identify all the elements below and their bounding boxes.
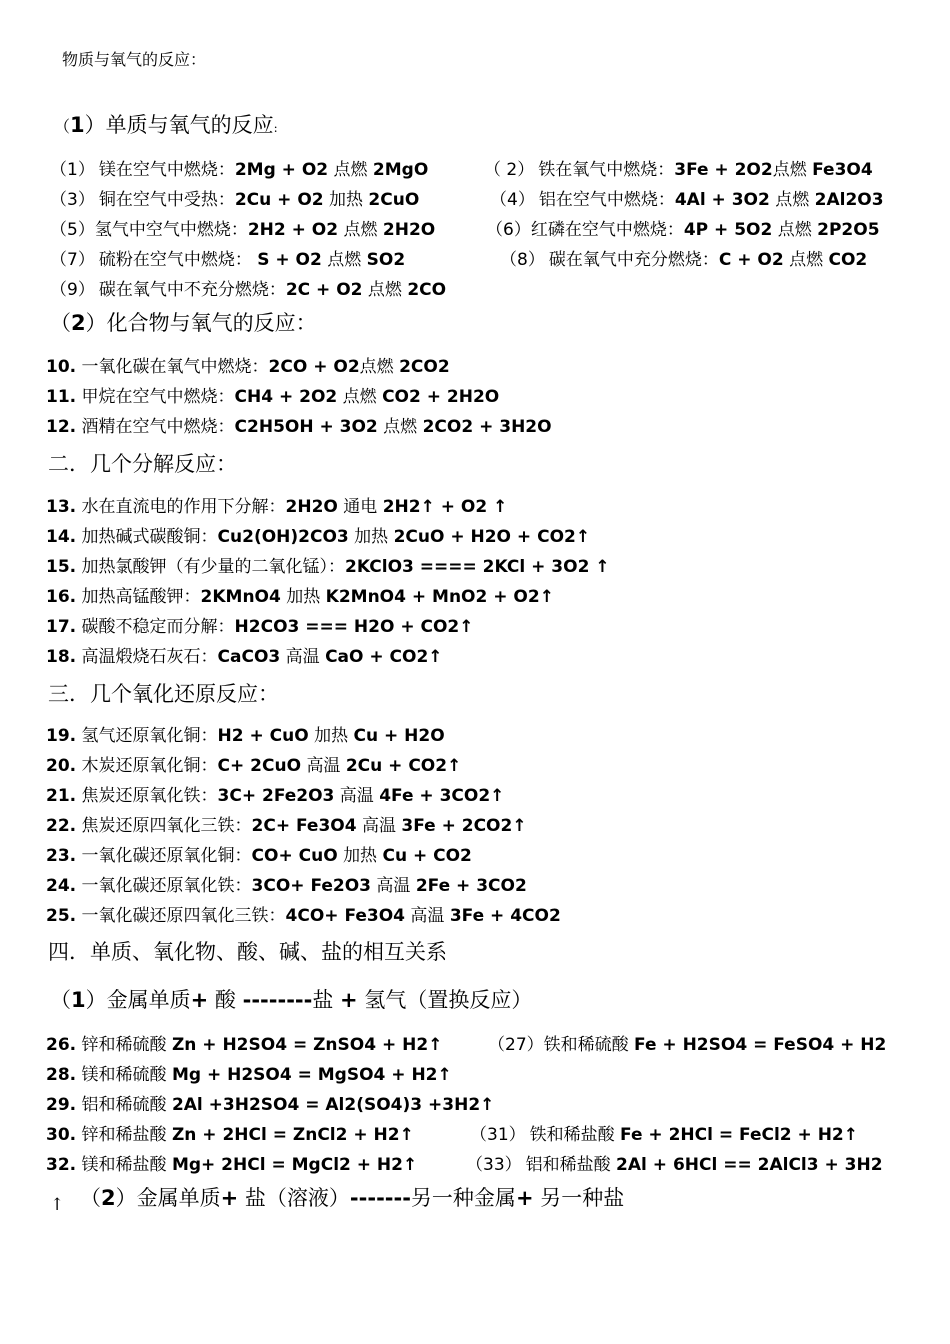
item-description: 铁和稀硫酸 bbox=[543, 1035, 629, 1055]
item-description: 铜在空气中受热： bbox=[98, 190, 235, 210]
equation-row bbox=[46, 758, 461, 775]
item-number: 14. bbox=[46, 527, 77, 547]
item-description: 焦炭还原四氧化三铁： bbox=[81, 816, 252, 836]
heading-plus: + bbox=[220, 1186, 239, 1210]
item-number: 29. bbox=[46, 1095, 77, 1115]
equation-row bbox=[466, 1157, 883, 1174]
item-number: （5） bbox=[50, 220, 95, 240]
condition: 加热 bbox=[343, 846, 378, 866]
item-description: 一氧化碳还原四氧化三铁： bbox=[81, 906, 286, 926]
equation-lhs: S + O2 bbox=[257, 250, 322, 270]
equation-row bbox=[50, 222, 435, 239]
heading-text: 酸 bbox=[214, 988, 236, 1012]
equation-row bbox=[486, 222, 880, 239]
equation-row bbox=[46, 1037, 442, 1054]
item-number: 24. bbox=[46, 876, 77, 896]
item-description: 一氧化碳在氧气中燃烧： bbox=[81, 357, 269, 377]
subsection-2-heading bbox=[80, 1188, 624, 1209]
item-number: （33） bbox=[466, 1155, 522, 1175]
item-description: 加热碱式碳酸铜： bbox=[81, 527, 218, 547]
equation-row bbox=[46, 1127, 414, 1144]
equation-lhs: C + O2 bbox=[718, 250, 784, 270]
heading-number: 1 bbox=[70, 113, 85, 137]
equation-row bbox=[50, 252, 405, 269]
item-description: 碳在氧气中不充分燃烧： bbox=[98, 280, 286, 300]
heading-number: 1 bbox=[71, 988, 86, 1012]
equation-row bbox=[46, 818, 527, 835]
equation-row bbox=[484, 162, 873, 179]
heading-text: 盐（溶液） bbox=[244, 1186, 350, 1210]
condition: 高温 bbox=[339, 786, 374, 806]
section-relations-heading: 四．单质、氧化物、酸、碱、盐的相互关系 bbox=[48, 940, 447, 964]
item-description: 铝在空气中燃烧： bbox=[538, 190, 675, 210]
heading-plus: + bbox=[190, 988, 209, 1012]
condition: 高温 bbox=[410, 906, 445, 926]
item-description: 铝和稀盐酸 bbox=[525, 1155, 611, 1175]
equation-lhs: 4P + 5O2 bbox=[683, 220, 773, 240]
arrow-continuation: ↑ bbox=[50, 1195, 65, 1215]
condition: 高温 bbox=[285, 647, 320, 667]
equation-rhs: 3Fe + 2CO2↑ bbox=[401, 816, 527, 836]
equation-rhs: 2MgO bbox=[372, 160, 429, 180]
equation-lhs: 2CO + O2 bbox=[268, 357, 360, 377]
item-description: 加热氯酸钾（有少量的二氧化锰）： bbox=[81, 557, 346, 577]
item-description: 水在直流电的作用下分解： bbox=[81, 497, 286, 517]
equation-row bbox=[46, 529, 590, 546]
condition: 高温 bbox=[376, 876, 411, 896]
equation-rhs: 2CO2 bbox=[399, 357, 450, 377]
equation-row bbox=[46, 848, 472, 865]
condition: 加热 bbox=[286, 587, 321, 607]
heading-dot: : bbox=[273, 121, 278, 135]
document-title: 物质与氧气的反应： bbox=[62, 50, 207, 69]
condition: 点燃 bbox=[333, 160, 368, 180]
item-number: 28. bbox=[46, 1065, 77, 1085]
item-number: 25. bbox=[46, 906, 77, 926]
equation-lhs: Cu2(OH)2CO3 bbox=[217, 527, 349, 547]
item-number: （3） bbox=[50, 190, 95, 210]
equation-lhs: 2Cu + O2 bbox=[234, 190, 324, 210]
condition: 加热 bbox=[329, 190, 364, 210]
heading-text: 氢气（置换反应） bbox=[364, 988, 533, 1012]
equation-row bbox=[50, 162, 428, 179]
equation-lhs: 3CO+ Fe2O3 bbox=[251, 876, 372, 896]
item-description: 一氧化碳还原氧化铜： bbox=[81, 846, 252, 866]
equation-row bbox=[46, 589, 554, 606]
equation-row bbox=[46, 1157, 417, 1174]
item-description: 锌和稀盐酸 bbox=[81, 1125, 167, 1145]
item-number: （4） bbox=[490, 190, 535, 210]
equation: 2Al +3H2SO4 = Al2(SO4)3 +3H2↑ bbox=[171, 1095, 495, 1115]
equation-lhs: CaCO3 bbox=[217, 647, 281, 667]
equation-rhs: Cu + H2O bbox=[353, 726, 445, 746]
equation-rhs: CO2 + 2H2O bbox=[382, 387, 500, 407]
item-number: 21. bbox=[46, 786, 77, 806]
item-number: 17. bbox=[46, 617, 77, 637]
item-number: 32. bbox=[46, 1155, 77, 1175]
heading-number: 2 bbox=[101, 1186, 116, 1210]
equation-row bbox=[488, 1037, 886, 1054]
item-number: 18. bbox=[46, 647, 77, 667]
item-description: 镁在空气中燃烧： bbox=[98, 160, 235, 180]
condition: 点燃 bbox=[777, 220, 812, 240]
item-number: 10. bbox=[46, 357, 77, 377]
item-number: （8） bbox=[500, 250, 545, 270]
condition: 点燃 bbox=[772, 160, 807, 180]
equation-row bbox=[46, 728, 445, 745]
condition: 高温 bbox=[361, 816, 396, 836]
equation-rhs: K2MnO4 + MnO2 + O2↑ bbox=[325, 587, 554, 607]
heading-paren: （ bbox=[50, 311, 71, 335]
item-description: 碳酸不稳定而分解： bbox=[81, 617, 235, 637]
item-number: 30. bbox=[46, 1125, 77, 1145]
item-description: 焦炭还原氧化铁： bbox=[81, 786, 218, 806]
item-number: （ 2） bbox=[484, 160, 535, 180]
equation-lhs: 2KClO3 ==== 2KCl + 3O2 ↑ bbox=[345, 557, 610, 577]
item-number: （9） bbox=[50, 280, 95, 300]
item-number: （27） bbox=[488, 1035, 544, 1055]
equation-lhs: 2C+ Fe3O4 bbox=[251, 816, 357, 836]
item-number: 13. bbox=[46, 497, 77, 517]
equation-rhs: 2H2O bbox=[382, 220, 436, 240]
heading-text: ）金属单质 bbox=[85, 988, 191, 1012]
equation-row bbox=[46, 908, 561, 925]
condition: 通电 bbox=[343, 497, 378, 517]
equation-row bbox=[46, 419, 552, 436]
equation-rhs: 2CuO bbox=[368, 190, 420, 210]
equation-rhs: Cu + CO2 bbox=[382, 846, 472, 866]
heading-paren: （ bbox=[50, 988, 71, 1012]
equation-row bbox=[46, 1067, 452, 1084]
heading-dash: -------- bbox=[242, 988, 313, 1012]
item-number: 15. bbox=[46, 557, 77, 577]
heading-plus: + bbox=[515, 1186, 534, 1210]
item-description: 酒精在空气中燃烧： bbox=[81, 417, 235, 437]
equation-row bbox=[46, 389, 499, 406]
section-2-heading bbox=[50, 313, 317, 334]
condition: 点燃 bbox=[789, 250, 824, 270]
equation-rhs: 4Fe + 3CO2↑ bbox=[379, 786, 505, 806]
condition: 点燃 bbox=[367, 280, 402, 300]
item-description: 红磷在空气中燃烧： bbox=[530, 220, 684, 240]
section-1-heading bbox=[54, 115, 278, 136]
item-description: 铝和稀硫酸 bbox=[81, 1095, 167, 1115]
item-number: 22. bbox=[46, 816, 77, 836]
equation-rhs: 2Fe + 3CO2 bbox=[415, 876, 527, 896]
item-description: 碳在氧气中充分燃烧： bbox=[548, 250, 719, 270]
equation-lhs: 3C+ 2Fe2O3 bbox=[217, 786, 335, 806]
condition: 点燃 bbox=[383, 417, 418, 437]
equation-lhs: H2CO3 === H2O + CO2↑ bbox=[234, 617, 474, 637]
equation-row bbox=[50, 192, 419, 209]
heading-dash: ------- bbox=[349, 1186, 411, 1210]
item-description: 甲烷在空气中燃烧： bbox=[81, 387, 235, 407]
equation-row bbox=[46, 499, 507, 516]
heading-paren: （ bbox=[80, 1186, 101, 1210]
heading-text: ）单质与氧气的反应 bbox=[84, 113, 274, 137]
equation-lhs: 2KMnO4 bbox=[200, 587, 281, 607]
equation: 2Al + 6HCl == 2AlCl3 + 3H2 bbox=[616, 1155, 883, 1175]
item-description: 加热高锰酸钾： bbox=[81, 587, 201, 607]
item-description: 硫粉在空气中燃烧： bbox=[98, 250, 252, 270]
item-description: 氢气中空气中燃烧： bbox=[94, 220, 248, 240]
equation-lhs: 4Al + 3O2 bbox=[674, 190, 770, 210]
item-description: 一氧化碳还原氧化铁： bbox=[81, 876, 252, 896]
equation-lhs: 2H2 + O2 bbox=[247, 220, 339, 240]
heading-text: ）金属单质 bbox=[115, 1186, 221, 1210]
equation-row bbox=[470, 1127, 858, 1144]
equation-rhs: 2Cu + CO2↑ bbox=[345, 756, 462, 776]
item-number: 20. bbox=[46, 756, 77, 776]
item-number: （6） bbox=[486, 220, 531, 240]
item-description: 镁和稀盐酸 bbox=[81, 1155, 167, 1175]
equation-lhs: 2Mg + O2 bbox=[234, 160, 329, 180]
equation: Zn + 2HCl = ZnCl2 + H2↑ bbox=[171, 1125, 414, 1145]
equation-rhs: 2H2↑ + O2 ↑ bbox=[382, 497, 508, 517]
equation-row bbox=[46, 559, 610, 576]
equation: Fe + H2SO4 = FeSO4 + H2 bbox=[634, 1035, 887, 1055]
item-number: 26. bbox=[46, 1035, 77, 1055]
heading-text: 另一种盐 bbox=[540, 1186, 625, 1210]
equation: Zn + H2SO4 = ZnSO4 + H2↑ bbox=[171, 1035, 443, 1055]
equation-row bbox=[50, 282, 446, 299]
equation-row bbox=[46, 1097, 494, 1114]
equation-lhs: 4CO+ Fe3O4 bbox=[285, 906, 406, 926]
item-description: 木炭还原氧化铜： bbox=[81, 756, 218, 776]
equation-lhs: H2 + CuO bbox=[217, 726, 309, 746]
section-redox-heading: 三．几个氧化还原反应： bbox=[48, 682, 279, 706]
equation-rhs: CO2 bbox=[828, 250, 868, 270]
condition: 加热 bbox=[354, 527, 389, 547]
equation-rhs: 2CO bbox=[407, 280, 447, 300]
equation-rhs: 2CuO + H2O + CO2↑ bbox=[393, 527, 591, 547]
item-number: （7） bbox=[50, 250, 95, 270]
item-description: 锌和稀硫酸 bbox=[81, 1035, 167, 1055]
item-description: 铁和稀盐酸 bbox=[529, 1125, 615, 1145]
equation-row bbox=[46, 619, 474, 636]
equation-lhs: C+ 2CuO bbox=[217, 756, 302, 776]
equation-rhs: 3Fe + 4CO2 bbox=[449, 906, 561, 926]
equation-lhs: 2H2O bbox=[285, 497, 338, 517]
equation-lhs: 2C + O2 bbox=[285, 280, 363, 300]
item-description: 高温煅烧石灰石： bbox=[81, 647, 218, 667]
condition: 高温 bbox=[306, 756, 341, 776]
equation-row bbox=[46, 649, 443, 666]
heading-paren: （ bbox=[54, 117, 71, 136]
equation-lhs: CO+ CuO bbox=[251, 846, 338, 866]
heading-number: 2 bbox=[71, 311, 86, 335]
equation-rhs: 2P2O5 bbox=[817, 220, 880, 240]
condition: 点燃 bbox=[342, 387, 377, 407]
item-description: 镁和稀硫酸 bbox=[81, 1065, 167, 1085]
equation-lhs: CH4 + 2O2 bbox=[234, 387, 338, 407]
condition: 点燃 bbox=[775, 190, 810, 210]
equation-row bbox=[490, 192, 884, 209]
equation-lhs: 3Fe + 2O2 bbox=[674, 160, 773, 180]
equation-row bbox=[46, 788, 504, 805]
equation-row bbox=[46, 359, 450, 376]
item-description: 氢气还原氧化铜： bbox=[81, 726, 218, 746]
heading-text: ）化合物与氧气的反应： bbox=[85, 311, 317, 335]
item-number: 19. bbox=[46, 726, 77, 746]
item-number: 12. bbox=[46, 417, 77, 437]
heading-text: 盐 bbox=[312, 988, 334, 1012]
equation: Mg + H2SO4 = MgSO4 + H2↑ bbox=[171, 1065, 452, 1085]
equation-rhs: 2CO2 + 3H2O bbox=[422, 417, 552, 437]
equation: Mg+ 2HCl = MgCl2 + H2↑ bbox=[171, 1155, 418, 1175]
condition: 点燃 bbox=[327, 250, 362, 270]
item-number: （1） bbox=[50, 160, 95, 180]
equation-lhs: C2H5OH + 3O2 bbox=[234, 417, 378, 437]
item-number: 16. bbox=[46, 587, 77, 607]
condition: 点燃 bbox=[359, 357, 394, 377]
equation-rhs: 2Al2O3 bbox=[814, 190, 884, 210]
equation: Fe + 2HCl = FeCl2 + H2↑ bbox=[620, 1125, 858, 1145]
section-decomposition-heading: 二．几个分解反应： bbox=[48, 452, 237, 476]
equation-row bbox=[500, 252, 867, 269]
item-number: 11. bbox=[46, 387, 77, 407]
subsection-1-heading bbox=[50, 990, 532, 1011]
equation-rhs: Fe3O4 bbox=[812, 160, 873, 180]
heading-plus: + bbox=[340, 988, 358, 1012]
condition: 加热 bbox=[314, 726, 349, 746]
item-description: 铁在氧气中燃烧： bbox=[538, 160, 675, 180]
item-number: 23. bbox=[46, 846, 77, 866]
condition: 点燃 bbox=[343, 220, 378, 240]
heading-text: 另一种金属 bbox=[410, 1186, 516, 1210]
equation-rhs: SO2 bbox=[366, 250, 406, 270]
item-number: （31） bbox=[470, 1125, 526, 1145]
equation-rhs: CaO + CO2↑ bbox=[325, 647, 443, 667]
equation-row bbox=[46, 878, 527, 895]
